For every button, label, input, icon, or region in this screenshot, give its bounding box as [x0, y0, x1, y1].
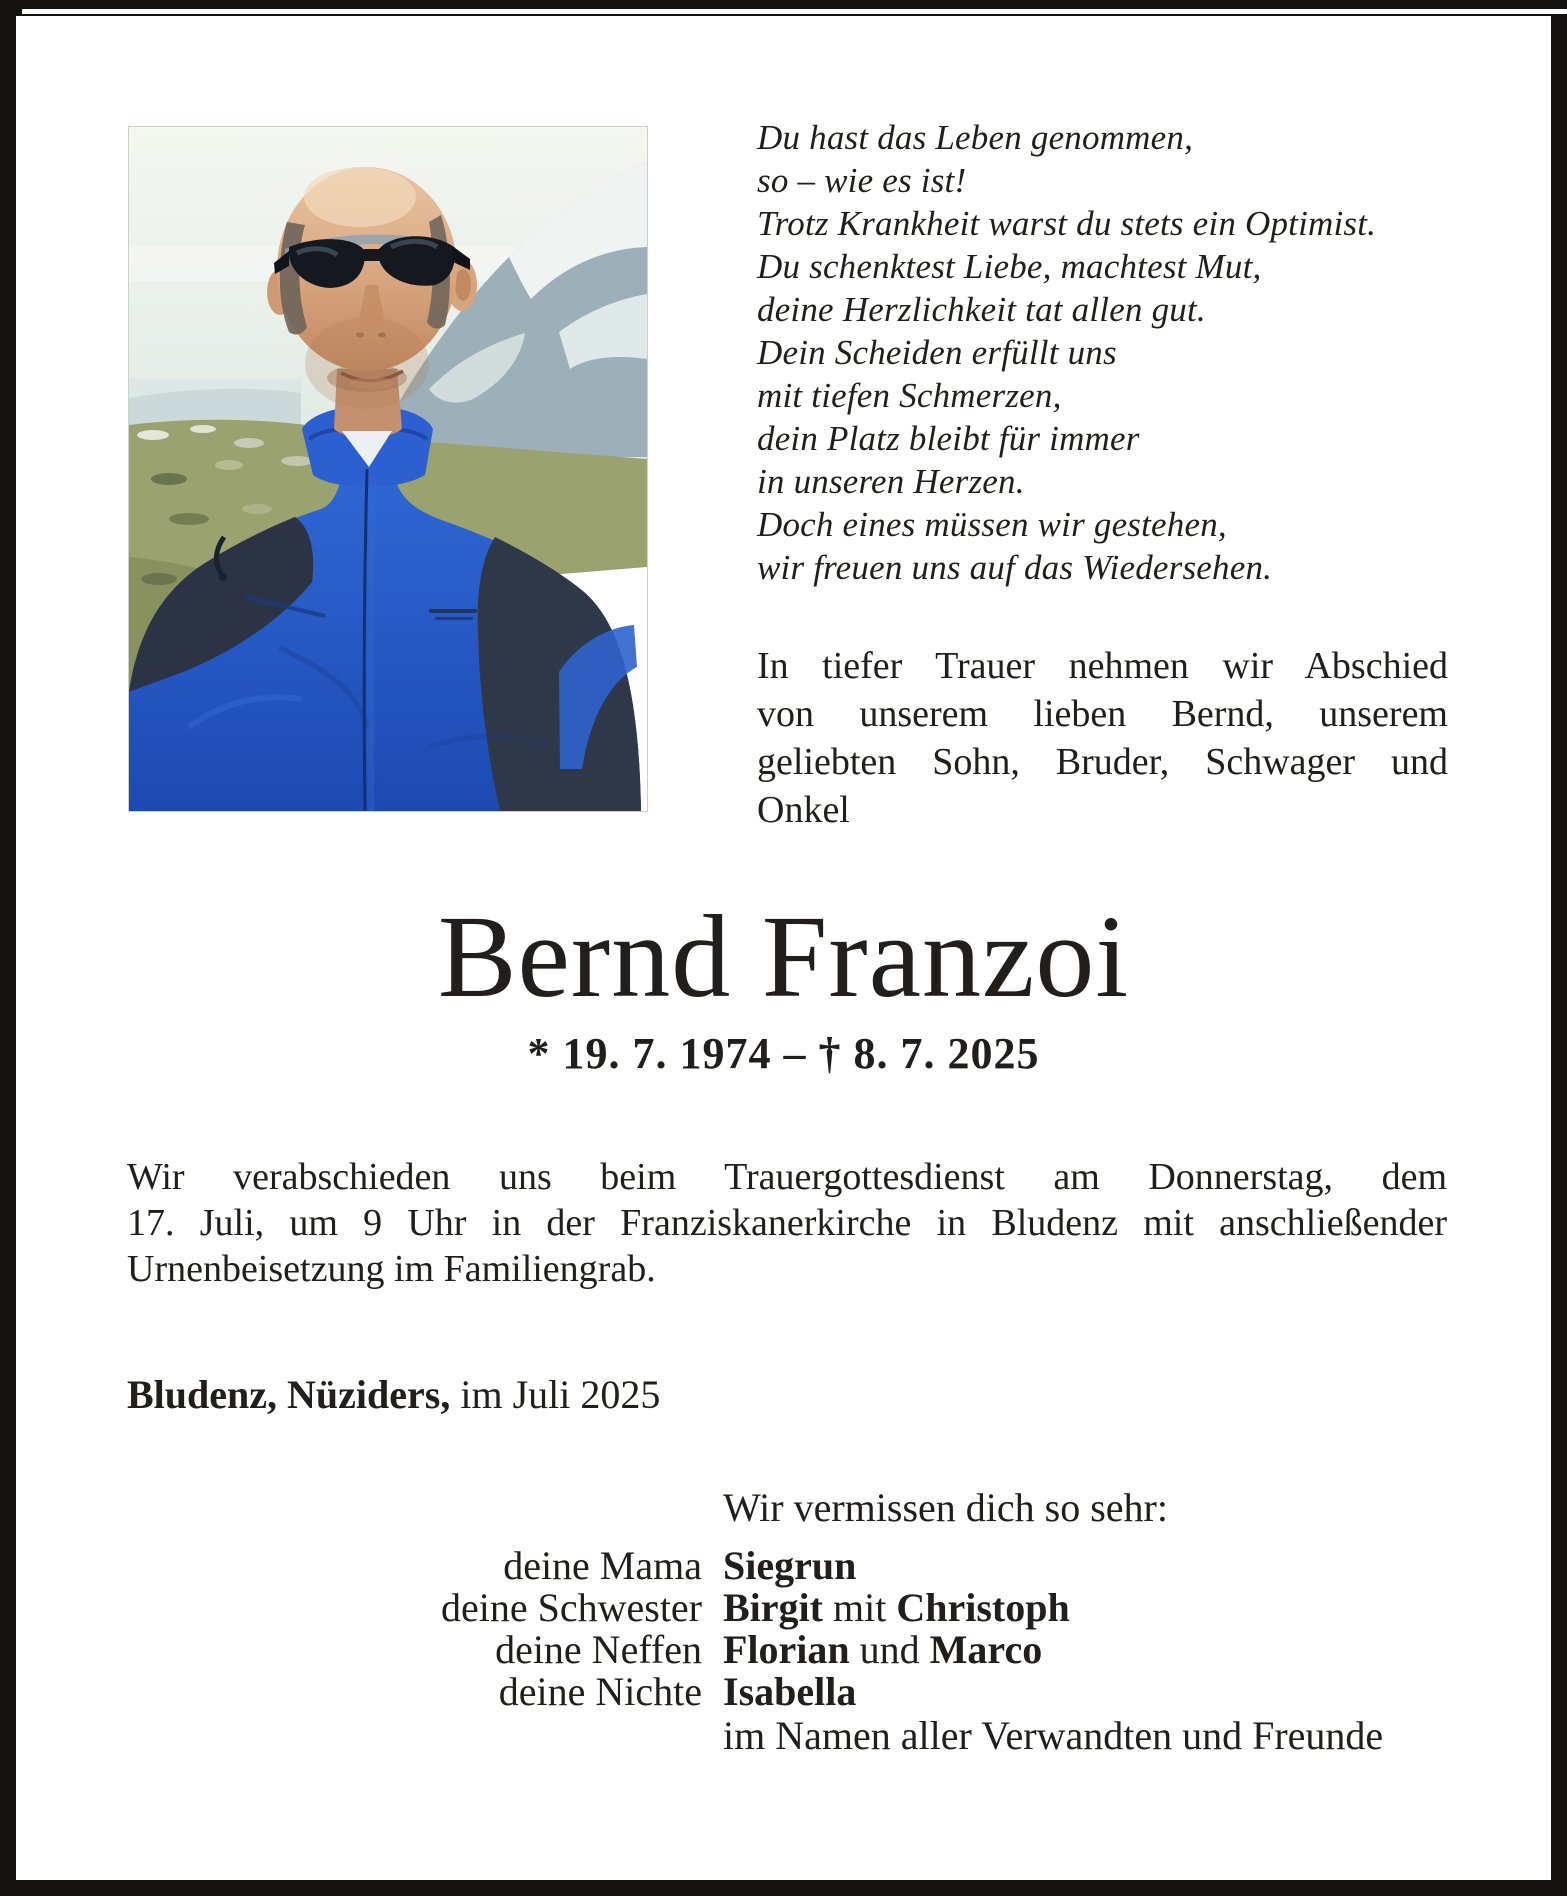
service-line: Urnenbeisetzung im Familiengrab.: [127, 1248, 656, 1290]
mourner-names: [723, 1545, 1070, 1587]
mourner-row: [128, 1587, 1070, 1629]
mourner-names: [723, 1629, 1070, 1671]
closing-line: im Namen aller Verwandten und Freunde: [723, 1713, 1384, 1758]
farewell-line: In tiefer Trauer nehmen wir Abschied: [757, 645, 1448, 687]
frame-scan-artifact: [22, 9, 1567, 14]
farewell-line: Onkel: [757, 789, 850, 831]
portrait-photo-graphic: [129, 127, 647, 811]
mourner-connector: mit: [822, 1585, 897, 1630]
poem-line: Dein Scheiden erfüllt uns: [757, 333, 1117, 372]
mourners-list: [128, 1545, 1070, 1713]
mourner-row: [128, 1671, 1070, 1713]
mourner-role: deine Nichte: [498, 1669, 702, 1714]
mourner-role: deine Schwester: [440, 1585, 702, 1630]
poem-line: Trotz Krankheit warst du stets ein Optimist.: [757, 204, 1377, 243]
poem-line: Du hast das Leben genommen,: [757, 118, 1194, 157]
service-line: Wir verabschieden uns beim Trauergottesdienst am Donnerstag, dem: [127, 1156, 1447, 1198]
life-dates: * 19. 7. 1974 – † 8. 7. 2025: [527, 1029, 1040, 1078]
poem-line: Du schenktest Liebe, machtest Mut,: [757, 247, 1262, 286]
place-names: Bludenz, Nüziders,: [127, 1372, 451, 1417]
mourner-name: Marco: [929, 1627, 1043, 1672]
mourner-role: deine Mama: [503, 1543, 702, 1588]
poem-line: in unseren Herzen.: [757, 462, 1025, 501]
mourner-name: Florian: [723, 1627, 850, 1672]
poem-line: deine Herzlichkeit tat allen gut.: [757, 290, 1206, 329]
mourner-row: [128, 1545, 1070, 1587]
missing-you-line: Wir vermissen dich so sehr:: [723, 1485, 1168, 1530]
farewell-line: geliebten Sohn, Bruder, Schwager und: [757, 741, 1448, 783]
service-announcement: [127, 1154, 1447, 1292]
mourner-connector: und: [849, 1627, 930, 1672]
farewell-text: [757, 642, 1448, 834]
mourner-name: Birgit: [723, 1585, 823, 1630]
mourner-role: deine Neffen: [495, 1627, 702, 1672]
poem-line: Doch eines müssen wir gestehen,: [757, 505, 1227, 544]
mourner-name: Siegrun: [723, 1543, 857, 1588]
poem-line: dein Platz bleibt für immer: [757, 419, 1140, 458]
deceased-name: Bernd Franzoi: [437, 891, 1130, 1022]
portrait-photo: [129, 127, 647, 811]
farewell-line: von unserem lieben Bernd, unserem: [757, 693, 1448, 735]
poem-line: mit tiefen Schmerzen,: [757, 376, 1062, 415]
mourner-name: Isabella: [723, 1669, 857, 1714]
mourner-names: [723, 1671, 1070, 1713]
poem-line: wir freuen uns auf das Wiedersehen.: [757, 548, 1273, 587]
service-line: 17. Juli, um 9 Uhr in der Franziskanerkirche in Bludenz mit anschließender: [127, 1202, 1447, 1244]
place-date-line: [127, 1372, 660, 1418]
date-text: im Juli 2025: [450, 1372, 661, 1417]
mourner-names: [723, 1587, 1070, 1629]
mourner-row: [128, 1629, 1070, 1671]
mourner-name: Christoph: [896, 1585, 1070, 1630]
poem-line: so – wie es ist!: [757, 161, 967, 200]
memorial-poem: [757, 116, 1457, 589]
